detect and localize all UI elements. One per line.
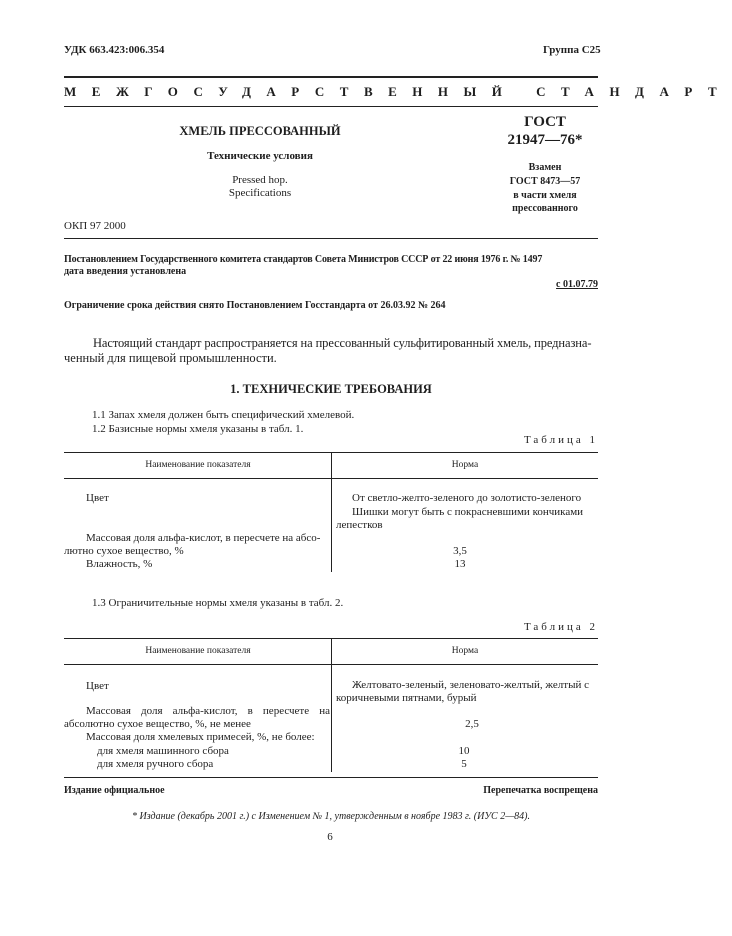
page-number: 6 [327, 831, 333, 843]
table2-row-impurities-name: Массовая доля хмелевых примесей, %, не более: [86, 731, 315, 743]
table1-header-name: Наименование показателя [145, 460, 251, 470]
top-rule-thin [64, 106, 598, 107]
english-title: Pressed hop. [232, 174, 288, 186]
top-rule-thick [64, 76, 598, 78]
table1-divider [331, 452, 332, 572]
table1-row-moisture-value: 13 [454, 558, 466, 570]
gost-number: 21947—76* [507, 132, 583, 148]
table2-caption: Таблица 2 [523, 621, 598, 633]
table2-row-machine-name: для хмеля машинного сбора [97, 745, 229, 757]
table1-row-color-value-1: От светло-желто-зеленого до золотисто-зеленого [352, 492, 582, 504]
table2-row-alpha-value: 2,5 [465, 718, 479, 730]
effective-date: с 01.07.79 [556, 279, 598, 290]
table1-header-norm: Норма [451, 460, 479, 470]
intro-line-1: Настоящий стандарт распространяется на прессованный сульфитированный хмель, предназна- [93, 336, 592, 350]
limit-removed-note: Ограничение срока действия снято Постановлением Госстандарта от 26.03.92 № 264 [64, 300, 446, 311]
clause-1-3: 1.3 Ограничительные нормы хмеля указаны в табл. 2. [92, 597, 344, 609]
table1-row-color-value-3: лепестков [336, 519, 383, 531]
doc-title: ХМЕЛЬ ПРЕССОВАННЫЙ [179, 124, 341, 138]
intro-line-2: ченный для пищевой промышленности. [64, 351, 277, 365]
decree-line-2: дата введения установлена [64, 266, 187, 277]
table1-row-alpha-name-1: Массовая доля альфа-кислот, в пересчете на абсо- [86, 532, 321, 544]
table1-row-color-value-2: Шишки могут быть с покрасневшими кончиками [352, 506, 584, 518]
table2-row-color-name: Цвет [86, 680, 109, 692]
english-subtitle: Specifications [228, 187, 292, 199]
table2-row-manual-name: для хмеля ручного сбора [97, 758, 214, 770]
footer-rule [64, 777, 598, 778]
replaces-line-4: прессованного [512, 203, 578, 214]
table1-header-rule [64, 478, 598, 479]
official-edition-label: Издание официальное [64, 785, 165, 796]
table2-header-norm: Норма [451, 646, 479, 656]
clause-1-1: 1.1 Запах хмеля должен быть специфический хмелевой. [92, 409, 355, 421]
replaces-line-2: ГОСТ 8473—57 [509, 176, 581, 187]
table1-row-color-name: Цвет [86, 492, 109, 504]
banner-title: МЕЖГОСУДАРСТВЕННЫЙ СТАНДАРТ [64, 84, 732, 99]
table2-row-machine-value: 10 [458, 745, 470, 757]
group-code: Группа С25 [543, 44, 601, 56]
table2-row-color-value-2: коричневыми пятнами, бурый [336, 692, 477, 704]
table2-row-alpha-name-2: абсолютно сухое вещество, %, не менее [64, 718, 251, 730]
section-heading: 1. ТЕХНИЧЕСКИЕ ТРЕБОВАНИЯ [230, 382, 432, 396]
okp-code: ОКП 97 2000 [64, 220, 126, 232]
table1-caption: Таблица 1 [523, 434, 598, 446]
table2-header-name: Наименование показателя [145, 646, 251, 656]
table1-row-alpha-name-2: лютно сухое вещество, % [64, 545, 184, 557]
doc-subtitle: Технические условия [207, 150, 313, 162]
table2-row-alpha-name-1: Массовая доля альфа-кислот, в пересчете на [86, 705, 330, 717]
clause-1-2: 1.2 Базисные нормы хмеля указаны в табл. 1. [92, 423, 304, 435]
table2-header-rule [64, 664, 598, 665]
table2-row-manual-value: 5 [461, 758, 467, 770]
gost-label: ГОСТ [524, 114, 566, 130]
replaces-line-3: в части хмеля [513, 190, 577, 201]
table1-row-alpha-value: 3,5 [453, 545, 467, 557]
table1-row-moisture-name: Влажность, % [86, 558, 153, 570]
edition-note: * Издание (декабрь 2001 г.) с Изменением № 1, утвержденным в ноябре 1983 г. (ИУС 2—84). [132, 811, 530, 822]
table2-divider [331, 638, 332, 772]
replaces-line-1: Взамен [528, 162, 562, 173]
udk-code: УДК 663.423:006.354 [64, 44, 165, 56]
title-block-rule [64, 238, 598, 239]
table2-row-color-value-1: Желтовато-зеленый, зеленовато-желтый, желтый с [352, 679, 589, 691]
reprint-prohibited-label: Перепечатка воспрещена [483, 785, 598, 796]
decree-line-1: Постановлением Государственного комитета стандартов Совета Министров СССР от 22 июня 1976 г. № 1497 [64, 254, 543, 265]
